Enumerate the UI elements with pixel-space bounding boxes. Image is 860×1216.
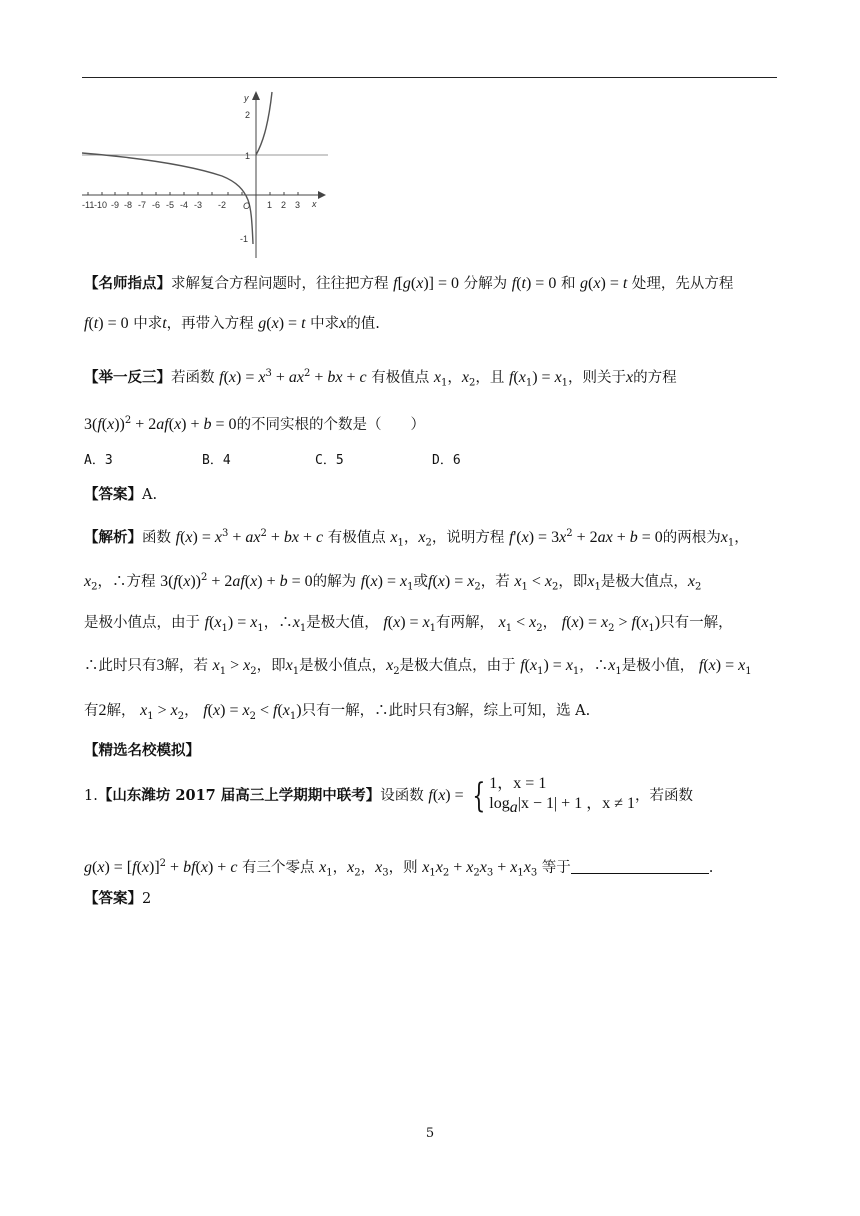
- function-graph-figure: [82, 88, 332, 264]
- piecewise-cases: 1，x = 1 $\log_a|x - 1| + 1$ ，x ≠ 1: [489, 775, 635, 816]
- header-rule: [82, 77, 777, 78]
- text: .: [708, 859, 714, 876]
- text: 的不同实根的个数是（ ）: [236, 416, 426, 433]
- example-options: [84, 450, 461, 472]
- answer-text: A.: [142, 487, 158, 503]
- y-tick-label: 2: [245, 110, 251, 120]
- option-d: D．6: [432, 453, 461, 468]
- answer-2: [84, 888, 151, 910]
- x-tick-label: 1: [267, 200, 273, 210]
- x-tick-label: -3: [194, 200, 203, 210]
- x-tick-label: 3: [295, 200, 301, 210]
- text: 等于: [541, 859, 571, 876]
- text: ，即: [256, 658, 286, 674]
- text: 是极大值，: [306, 615, 379, 631]
- analysis-tag: 【解析】: [84, 528, 142, 546]
- origin-label: O: [243, 201, 251, 211]
- y-axis-arrow: [252, 91, 260, 100]
- text: 中求: [310, 316, 340, 332]
- text: ，∴方程: [97, 573, 156, 590]
- text: 有: [84, 703, 99, 719]
- example-tag: 【举一反三】: [84, 368, 171, 386]
- x-tick-label: -10: [94, 200, 108, 210]
- text: 若函数: [171, 369, 215, 386]
- piecewise-brace: {: [471, 775, 485, 816]
- text: ，则关于: [568, 369, 627, 386]
- text: 或: [413, 573, 428, 590]
- text: 有两解，: [436, 615, 495, 631]
- analysis-line-4: ∴此时只有3解，若 $x_1 > x_2$，即$x_1$是极小值点，$x_2$是极大值点，由于 $f(x_1) = x_1$，$\therefore x_1$是极小值， $f(x) = x_1$: [84, 657, 752, 677]
- text: ，再带入方程: [166, 316, 254, 332]
- text: 解，: [106, 703, 136, 719]
- problem1-line-2: $g(x) = [f(x)]^2 + bf(x) + c$ 有三个零点 $x_1$，$x_2$，$x_3$，则 $x_1x_2 + x_2x_3 + x_1x_3$ 等于 .: [84, 858, 714, 879]
- text: 的方程: [633, 369, 677, 386]
- x-tick-label: -8: [124, 200, 133, 210]
- tip-tag: 【名师指点】: [84, 275, 171, 292]
- option-c: C．5: [315, 453, 344, 468]
- text: 只有一解，: [660, 615, 733, 631]
- answer-text: 2: [142, 891, 152, 907]
- section-heading: 【精选名校模拟】: [84, 742, 200, 759]
- text: 的两根为: [662, 529, 721, 546]
- text: ，说明方程: [431, 529, 505, 546]
- text: 是极小值点，由于: [84, 615, 200, 631]
- x-tick-label: -2: [218, 200, 227, 210]
- text: ，则: [388, 859, 418, 876]
- text: 函数: [142, 529, 171, 546]
- text: 分解为: [463, 276, 508, 292]
- text: 处理，先从方程: [631, 276, 734, 292]
- text: ∴此时只有: [84, 658, 157, 674]
- analysis-line-3: 是极小值点，由于 $f(x_1) = x_1$，$\therefore x_1$是极大值， $f(x) = x_1$有两解， $x_1 < x_2$， $f(x) = x_2 > f(x_1)$只有一解，: [84, 614, 733, 634]
- text: 的解为: [312, 573, 357, 590]
- option-a: A．3: [84, 453, 113, 468]
- section-title: [84, 740, 200, 762]
- case-2-tail: |x − 1| + 1 ，x ≠ 1: [517, 795, 635, 812]
- answer-tag: 【答案】: [84, 486, 142, 503]
- curve-left-branch: [82, 153, 253, 244]
- text: 是极大值点，: [600, 573, 688, 590]
- text: 是极小值点，: [299, 658, 387, 674]
- x-tick-label: -5: [166, 200, 175, 210]
- x-tick-label: -9: [111, 200, 120, 210]
- text: ，若: [480, 573, 510, 590]
- y-axis-label: y: [244, 93, 249, 103]
- text: 解，综上可知，选 A.: [454, 703, 591, 719]
- x-tick-label: -4: [180, 200, 189, 210]
- answer-tag: 【答案】: [84, 890, 142, 907]
- case-2-log: log: [489, 795, 510, 812]
- x-axis-arrow: [318, 191, 326, 199]
- text: 只有一解，∴此时只有: [301, 703, 447, 719]
- text: 有极值点: [371, 369, 430, 386]
- text: 中求: [133, 316, 163, 332]
- tip-line-2: f(t) = 0 中求t，再带入方程 g(x) = t 中求x的值.: [84, 315, 380, 332]
- x-tick-label: -7: [138, 200, 147, 210]
- y-tick-label: 1: [245, 151, 251, 161]
- text: 的值.: [346, 316, 380, 332]
- analysis-line-5: 有2解， $x_1 > x_2$， $f(x) = x_2 < f(x_1)$只有一解，∴此时只有3解，综上可知，选 A.: [84, 702, 591, 722]
- problem-number: 1.: [84, 787, 98, 804]
- problem1-line-1: 1.【山东潍坊 2017 届高三上学期期中联考】设函数 f(x) = { 1，x = 1 $\log_a|x - 1| + 1$ ，x ≠ 1，若函数: [84, 775, 693, 816]
- x-tick-label: -11: [82, 200, 95, 210]
- text: ，∴: [263, 615, 293, 631]
- x-axis-label: x: [312, 199, 317, 209]
- text: ，且: [475, 369, 505, 386]
- answer-blank[interactable]: [571, 859, 709, 874]
- text: 和: [560, 276, 576, 292]
- text: 设函数: [380, 787, 424, 804]
- option-b: B．4: [202, 453, 231, 468]
- text: 有三个零点: [242, 859, 315, 876]
- text: 有极值点: [327, 529, 386, 546]
- text: ，∴: [579, 658, 609, 674]
- x-tick-label: 2: [281, 200, 287, 210]
- problem-source: 【山东潍坊 2017 届高三上学期期中联考】: [97, 786, 381, 804]
- y-tick-label: -1: [240, 234, 249, 244]
- example-line-2: $3(f(x))^2 + 2af(x) + b = 0$的不同实根的个数是（ ）: [84, 415, 426, 433]
- curve-right-branch: [256, 92, 272, 155]
- x-tick-label: -6: [152, 200, 161, 210]
- example-line-1: 【举一反三】若函数 $f(x) = x^3 + ax^2$ + bx + c 有极值点 $x_1$，$x_2$，且 $f(x_1) = x_1$，则关于x的方程: [84, 368, 677, 389]
- case-1: 1，x = 1: [489, 775, 547, 792]
- answer-1: [84, 484, 157, 506]
- tip-line-1: 【名师指点】求解复合方程问题时，往往把方程 f[g(x)] = 0 分解为 f(t) = 0 和 g(x) = t 处理，先从方程: [84, 275, 734, 292]
- text: ，即: [558, 573, 588, 590]
- text: ，若函数: [635, 787, 693, 804]
- analysis-line-1: 【解析】函数 $f(x) = x^3 + ax^2$ + bx + c 有极值点 $x_1$，$x_2$，说明方程 $f'(x) = 3x^2 + 2ax + b = 0$的两根为$x_1$，: [84, 528, 749, 549]
- text: 是极大值点，由于: [399, 658, 516, 674]
- text: 是极小值，: [621, 658, 695, 674]
- page-number: 5: [425, 1126, 435, 1141]
- analysis-line-2: $x_2$，∴方程 $3(f(x))^2 + 2af(x) + b = 0$的解为 $f(x) = x_1$或$f(x) = x_2$，若 $x_1 < x_2$，即$x_1$是极大值点，$x_2$: [84, 572, 702, 593]
- text: 解，若: [164, 658, 208, 674]
- text: 求解复合方程问题时，往往把方程: [171, 276, 389, 292]
